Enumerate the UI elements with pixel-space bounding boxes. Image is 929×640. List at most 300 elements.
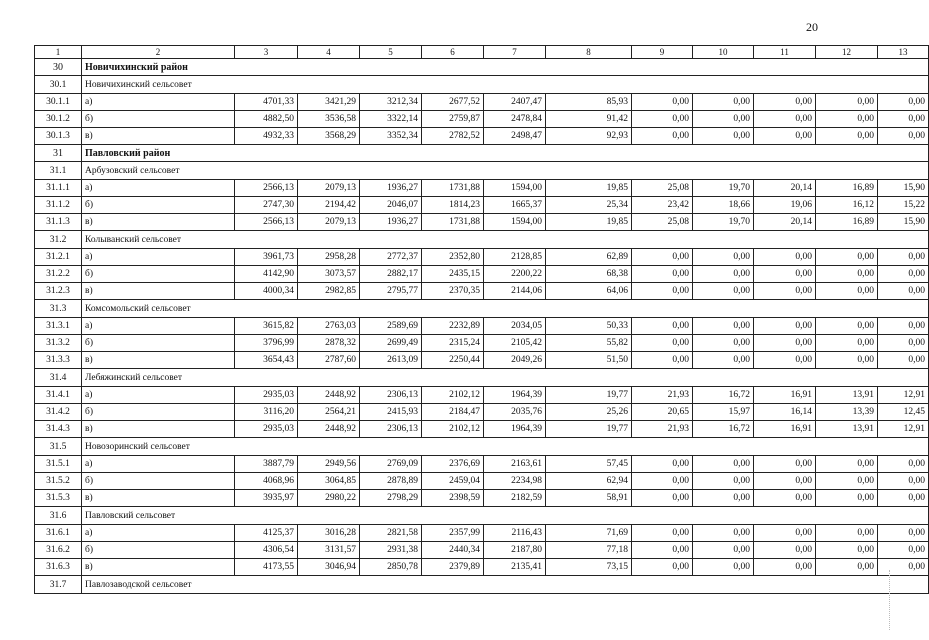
value-cell: 4932,33: [235, 128, 298, 145]
value-cell: 0,00: [878, 559, 929, 576]
row-code: 31.3.3: [35, 352, 82, 369]
row-variant: в): [82, 214, 235, 231]
value-cell: 0,00: [816, 266, 878, 283]
value-cell: 62,94: [546, 473, 632, 490]
table-row: [35, 180, 929, 197]
row-variant: б): [82, 473, 235, 490]
value-cell: 2566,13: [235, 180, 298, 197]
district-row: [35, 145, 929, 162]
value-cell: 51,50: [546, 352, 632, 369]
value-cell: 2787,60: [298, 352, 360, 369]
value-cell: 0,00: [816, 352, 878, 369]
value-cell: 0,00: [816, 94, 878, 111]
value-cell: 25,08: [632, 180, 693, 197]
value-cell: 2116,43: [484, 525, 546, 542]
row-code: 30: [35, 59, 82, 76]
row-code: 31.4.1: [35, 387, 82, 404]
value-cell: 16,72: [693, 421, 754, 438]
value-cell: 2699,49: [360, 335, 422, 352]
table-row: [35, 473, 929, 490]
value-cell: 25,26: [546, 404, 632, 421]
value-cell: 3073,57: [298, 266, 360, 283]
value-cell: 0,00: [693, 490, 754, 507]
value-cell: 2102,12: [422, 421, 484, 438]
table-row: [35, 283, 929, 300]
value-cell: 15,22: [878, 197, 929, 214]
row-variant: б): [82, 266, 235, 283]
row-code: 30.1.1: [35, 94, 82, 111]
value-cell: 2234,98: [484, 473, 546, 490]
value-cell: 2435,15: [422, 266, 484, 283]
value-cell: 12,45: [878, 404, 929, 421]
row-variant: а): [82, 387, 235, 404]
value-cell: 2306,13: [360, 421, 422, 438]
value-cell: 91,42: [546, 111, 632, 128]
value-cell: 16,89: [816, 214, 878, 231]
value-cell: 3935,97: [235, 490, 298, 507]
table-row: [35, 352, 929, 369]
value-cell: 0,00: [878, 456, 929, 473]
value-cell: 0,00: [816, 542, 878, 559]
value-cell: 0,00: [816, 456, 878, 473]
row-code: 31.2: [35, 231, 82, 249]
value-cell: 0,00: [632, 456, 693, 473]
value-cell: 4173,55: [235, 559, 298, 576]
value-cell: 4000,34: [235, 283, 298, 300]
value-cell: 16,91: [754, 421, 816, 438]
value-cell: 16,14: [754, 404, 816, 421]
row-code: 31.4.3: [35, 421, 82, 438]
value-cell: 0,00: [754, 456, 816, 473]
value-cell: 3352,34: [360, 128, 422, 145]
settlement-row: [35, 300, 929, 318]
value-cell: 2315,24: [422, 335, 484, 352]
value-cell: 0,00: [693, 94, 754, 111]
value-cell: 16,72: [693, 387, 754, 404]
table-row: [35, 525, 929, 542]
value-cell: 4125,37: [235, 525, 298, 542]
value-cell: 1936,27: [360, 180, 422, 197]
value-cell: 3212,34: [360, 94, 422, 111]
value-cell: 2935,03: [235, 421, 298, 438]
value-cell: 1964,39: [484, 387, 546, 404]
value-cell: 0,00: [632, 525, 693, 542]
table-row: [35, 421, 929, 438]
value-cell: 2415,93: [360, 404, 422, 421]
value-cell: 2398,59: [422, 490, 484, 507]
value-cell: 2379,89: [422, 559, 484, 576]
value-cell: 0,00: [632, 559, 693, 576]
value-cell: 2459,04: [422, 473, 484, 490]
value-cell: 0,00: [632, 542, 693, 559]
value-cell: 19,77: [546, 387, 632, 404]
value-cell: 62,89: [546, 249, 632, 266]
row-variant: а): [82, 525, 235, 542]
row-code: 31.1.1: [35, 180, 82, 197]
district-title: Павловский район: [82, 145, 929, 162]
column-header: 8: [546, 46, 632, 59]
value-cell: 2376,69: [422, 456, 484, 473]
row-code: 31.2.3: [35, 283, 82, 300]
value-cell: 2982,85: [298, 283, 360, 300]
value-cell: 0,00: [754, 473, 816, 490]
row-code: 30.1: [35, 76, 82, 94]
table-row: [35, 128, 929, 145]
value-cell: 0,00: [878, 283, 929, 300]
value-cell: 4068,96: [235, 473, 298, 490]
value-cell: 2448,92: [298, 387, 360, 404]
value-cell: 1936,27: [360, 214, 422, 231]
row-variant: б): [82, 197, 235, 214]
row-code: 31.2.2: [35, 266, 82, 283]
value-cell: 0,00: [693, 456, 754, 473]
value-cell: 0,00: [754, 318, 816, 335]
row-code: 31.1: [35, 162, 82, 180]
table-row: [35, 456, 929, 473]
column-header: 5: [360, 46, 422, 59]
value-cell: 2448,92: [298, 421, 360, 438]
row-variant: в): [82, 128, 235, 145]
value-cell: 0,00: [816, 490, 878, 507]
row-code: 31.3.1: [35, 318, 82, 335]
value-cell: 0,00: [816, 111, 878, 128]
value-cell: 2478,84: [484, 111, 546, 128]
value-cell: 2677,52: [422, 94, 484, 111]
settlement-title: Арбузовский сельсовет: [82, 162, 929, 180]
value-cell: 2200,22: [484, 266, 546, 283]
value-cell: 4306,54: [235, 542, 298, 559]
value-cell: 0,00: [754, 111, 816, 128]
value-cell: 3615,82: [235, 318, 298, 335]
value-cell: 50,33: [546, 318, 632, 335]
value-cell: 2163,61: [484, 456, 546, 473]
settlement-title: Комсомольский сельсовет: [82, 300, 929, 318]
value-cell: 2046,07: [360, 197, 422, 214]
value-cell: 0,00: [693, 111, 754, 128]
value-cell: 73,15: [546, 559, 632, 576]
value-cell: 15,90: [878, 180, 929, 197]
value-cell: 0,00: [754, 283, 816, 300]
table-row: [35, 266, 929, 283]
value-cell: 2882,17: [360, 266, 422, 283]
value-cell: 2135,41: [484, 559, 546, 576]
row-code: 31.4: [35, 369, 82, 387]
table-row: [35, 490, 929, 507]
column-header: 2: [82, 46, 235, 59]
row-variant: а): [82, 180, 235, 197]
value-cell: 4701,33: [235, 94, 298, 111]
value-cell: 13,91: [816, 387, 878, 404]
value-cell: 16,12: [816, 197, 878, 214]
value-cell: 57,45: [546, 456, 632, 473]
value-cell: 0,00: [754, 249, 816, 266]
row-code: 30.1.2: [35, 111, 82, 128]
value-cell: 21,93: [632, 387, 693, 404]
value-cell: 2352,80: [422, 249, 484, 266]
value-cell: 0,00: [878, 111, 929, 128]
row-variant: а): [82, 318, 235, 335]
value-cell: 0,00: [816, 473, 878, 490]
value-cell: 0,00: [816, 128, 878, 145]
settlement-row: [35, 369, 929, 387]
value-cell: 2747,30: [235, 197, 298, 214]
table-row: [35, 387, 929, 404]
column-header: 6: [422, 46, 484, 59]
value-cell: 2128,85: [484, 249, 546, 266]
value-cell: 2759,87: [422, 111, 484, 128]
value-cell: 0,00: [632, 335, 693, 352]
value-cell: 2795,77: [360, 283, 422, 300]
settlement-row: [35, 438, 929, 456]
value-cell: 2035,76: [484, 404, 546, 421]
value-cell: 0,00: [878, 249, 929, 266]
value-cell: 0,00: [816, 249, 878, 266]
value-cell: 2589,69: [360, 318, 422, 335]
value-cell: 0,00: [754, 525, 816, 542]
row-code: 31.6: [35, 507, 82, 525]
value-cell: 0,00: [878, 94, 929, 111]
settlement-title: Павлозаводской сельсовет: [82, 576, 929, 594]
value-cell: 71,69: [546, 525, 632, 542]
settlement-title: Павловский сельсовет: [82, 507, 929, 525]
value-cell: 15,90: [878, 214, 929, 231]
settlement-row: [35, 576, 929, 594]
row-code: 31.3: [35, 300, 82, 318]
table-row: [35, 335, 929, 352]
table-row: [35, 214, 929, 231]
value-cell: 0,00: [754, 266, 816, 283]
value-cell: 58,91: [546, 490, 632, 507]
column-header: 13: [878, 46, 929, 59]
value-cell: 0,00: [754, 352, 816, 369]
value-cell: 0,00: [693, 352, 754, 369]
value-cell: 19,85: [546, 214, 632, 231]
value-cell: 0,00: [878, 352, 929, 369]
column-header: 10: [693, 46, 754, 59]
value-cell: 0,00: [878, 525, 929, 542]
row-code: 30.1.3: [35, 128, 82, 145]
settlement-title: Колыванский сельсовет: [82, 231, 929, 249]
value-cell: 16,91: [754, 387, 816, 404]
settlement-title: Новозоринский сельсовет: [82, 438, 929, 456]
value-cell: 0,00: [878, 335, 929, 352]
value-cell: 3536,58: [298, 111, 360, 128]
row-code: 31.4.2: [35, 404, 82, 421]
row-code: 31.5: [35, 438, 82, 456]
value-cell: 2878,32: [298, 335, 360, 352]
value-cell: 16,89: [816, 180, 878, 197]
value-cell: 68,38: [546, 266, 632, 283]
value-cell: 2079,13: [298, 214, 360, 231]
value-cell: 0,00: [693, 128, 754, 145]
value-cell: 2144,06: [484, 283, 546, 300]
column-header: 11: [754, 46, 816, 59]
value-cell: 20,14: [754, 214, 816, 231]
row-variant: б): [82, 111, 235, 128]
value-cell: 1594,00: [484, 214, 546, 231]
value-cell: 0,00: [878, 266, 929, 283]
value-cell: 0,00: [754, 542, 816, 559]
row-code: 31: [35, 145, 82, 162]
tariff-table: [34, 45, 929, 594]
value-cell: 2782,52: [422, 128, 484, 145]
value-cell: 2763,03: [298, 318, 360, 335]
value-cell: 2949,56: [298, 456, 360, 473]
value-cell: 0,00: [632, 352, 693, 369]
value-cell: 3131,57: [298, 542, 360, 559]
value-cell: 0,00: [816, 318, 878, 335]
row-code: 31.5.3: [35, 490, 82, 507]
value-cell: 3064,85: [298, 473, 360, 490]
value-cell: 20,65: [632, 404, 693, 421]
value-cell: 0,00: [693, 335, 754, 352]
value-cell: 2613,09: [360, 352, 422, 369]
value-cell: 0,00: [632, 128, 693, 145]
value-cell: 2049,26: [484, 352, 546, 369]
value-cell: 23,42: [632, 197, 693, 214]
value-cell: 0,00: [754, 94, 816, 111]
value-cell: 3421,29: [298, 94, 360, 111]
value-cell: 0,00: [816, 525, 878, 542]
column-header: 1: [35, 46, 82, 59]
value-cell: 3654,43: [235, 352, 298, 369]
row-code: 31.2.1: [35, 249, 82, 266]
table-row: [35, 404, 929, 421]
value-cell: 2935,03: [235, 387, 298, 404]
value-cell: 2798,29: [360, 490, 422, 507]
value-cell: 0,00: [693, 473, 754, 490]
table-row: [35, 559, 929, 576]
value-cell: 2931,38: [360, 542, 422, 559]
column-header: 7: [484, 46, 546, 59]
value-cell: 0,00: [632, 94, 693, 111]
value-cell: 19,85: [546, 180, 632, 197]
value-cell: 3046,94: [298, 559, 360, 576]
value-cell: 0,00: [693, 266, 754, 283]
district-row: [35, 59, 929, 76]
value-cell: 19,70: [693, 214, 754, 231]
value-cell: 19,06: [754, 197, 816, 214]
value-cell: 0,00: [878, 490, 929, 507]
value-cell: 0,00: [632, 490, 693, 507]
value-cell: 2357,99: [422, 525, 484, 542]
value-cell: 18,66: [693, 197, 754, 214]
row-code: 31.6.1: [35, 525, 82, 542]
row-code: 31.3.2: [35, 335, 82, 352]
value-cell: 0,00: [632, 318, 693, 335]
table-row: [35, 94, 929, 111]
table-row: [35, 111, 929, 128]
value-cell: 0,00: [632, 283, 693, 300]
value-cell: 2498,47: [484, 128, 546, 145]
value-cell: 0,00: [816, 335, 878, 352]
row-variant: а): [82, 456, 235, 473]
row-variant: в): [82, 283, 235, 300]
value-cell: 85,93: [546, 94, 632, 111]
column-header: 9: [632, 46, 693, 59]
column-header: 3: [235, 46, 298, 59]
value-cell: 2105,42: [484, 335, 546, 352]
value-cell: 2370,35: [422, 283, 484, 300]
row-code: 31.1.3: [35, 214, 82, 231]
column-header: 4: [298, 46, 360, 59]
row-variant: в): [82, 352, 235, 369]
value-cell: 0,00: [878, 318, 929, 335]
settlement-row: [35, 507, 929, 525]
value-cell: 2194,42: [298, 197, 360, 214]
value-cell: 0,00: [816, 559, 878, 576]
value-cell: 2184,47: [422, 404, 484, 421]
value-cell: 0,00: [693, 559, 754, 576]
value-cell: 19,70: [693, 180, 754, 197]
value-cell: 0,00: [754, 128, 816, 145]
value-cell: 92,93: [546, 128, 632, 145]
value-cell: 2182,59: [484, 490, 546, 507]
value-cell: 13,91: [816, 421, 878, 438]
value-cell: 4882,50: [235, 111, 298, 128]
value-cell: 0,00: [878, 473, 929, 490]
page-number: 20: [806, 20, 818, 34]
value-cell: 12,91: [878, 387, 929, 404]
value-cell: 55,82: [546, 335, 632, 352]
value-cell: 2407,47: [484, 94, 546, 111]
table-body: [35, 59, 929, 594]
value-cell: 3568,29: [298, 128, 360, 145]
value-cell: 2102,12: [422, 387, 484, 404]
value-cell: 1594,00: [484, 180, 546, 197]
header-row: [35, 46, 929, 59]
settlement-title: Новичихинский сельсовет: [82, 76, 929, 94]
value-cell: 0,00: [693, 542, 754, 559]
value-cell: 1665,37: [484, 197, 546, 214]
value-cell: 25,08: [632, 214, 693, 231]
value-cell: 2564,21: [298, 404, 360, 421]
margin-mark: [889, 570, 891, 630]
table-row: [35, 318, 929, 335]
value-cell: 3016,28: [298, 525, 360, 542]
value-cell: 0,00: [878, 542, 929, 559]
table-row: [35, 197, 929, 214]
value-cell: 2980,22: [298, 490, 360, 507]
value-cell: 20,14: [754, 180, 816, 197]
value-cell: 12,91: [878, 421, 929, 438]
value-cell: 0,00: [878, 128, 929, 145]
value-cell: 0,00: [632, 249, 693, 266]
settlement-row: [35, 162, 929, 180]
value-cell: 3887,79: [235, 456, 298, 473]
value-cell: 3322,14: [360, 111, 422, 128]
value-cell: 0,00: [816, 283, 878, 300]
value-cell: 1731,88: [422, 180, 484, 197]
row-code: 31.6.3: [35, 559, 82, 576]
row-variant: а): [82, 94, 235, 111]
value-cell: 0,00: [754, 559, 816, 576]
value-cell: 4142,90: [235, 266, 298, 283]
value-cell: 2958,28: [298, 249, 360, 266]
value-cell: 2187,80: [484, 542, 546, 559]
settlement-title: Лебяжинский сельсовет: [82, 369, 929, 387]
row-variant: б): [82, 542, 235, 559]
value-cell: 1814,23: [422, 197, 484, 214]
value-cell: 13,39: [816, 404, 878, 421]
value-cell: 0,00: [754, 335, 816, 352]
value-cell: 2821,58: [360, 525, 422, 542]
value-cell: 2250,44: [422, 352, 484, 369]
row-code: 31.5.2: [35, 473, 82, 490]
value-cell: 19,77: [546, 421, 632, 438]
row-code: 31.1.2: [35, 197, 82, 214]
value-cell: 2769,09: [360, 456, 422, 473]
